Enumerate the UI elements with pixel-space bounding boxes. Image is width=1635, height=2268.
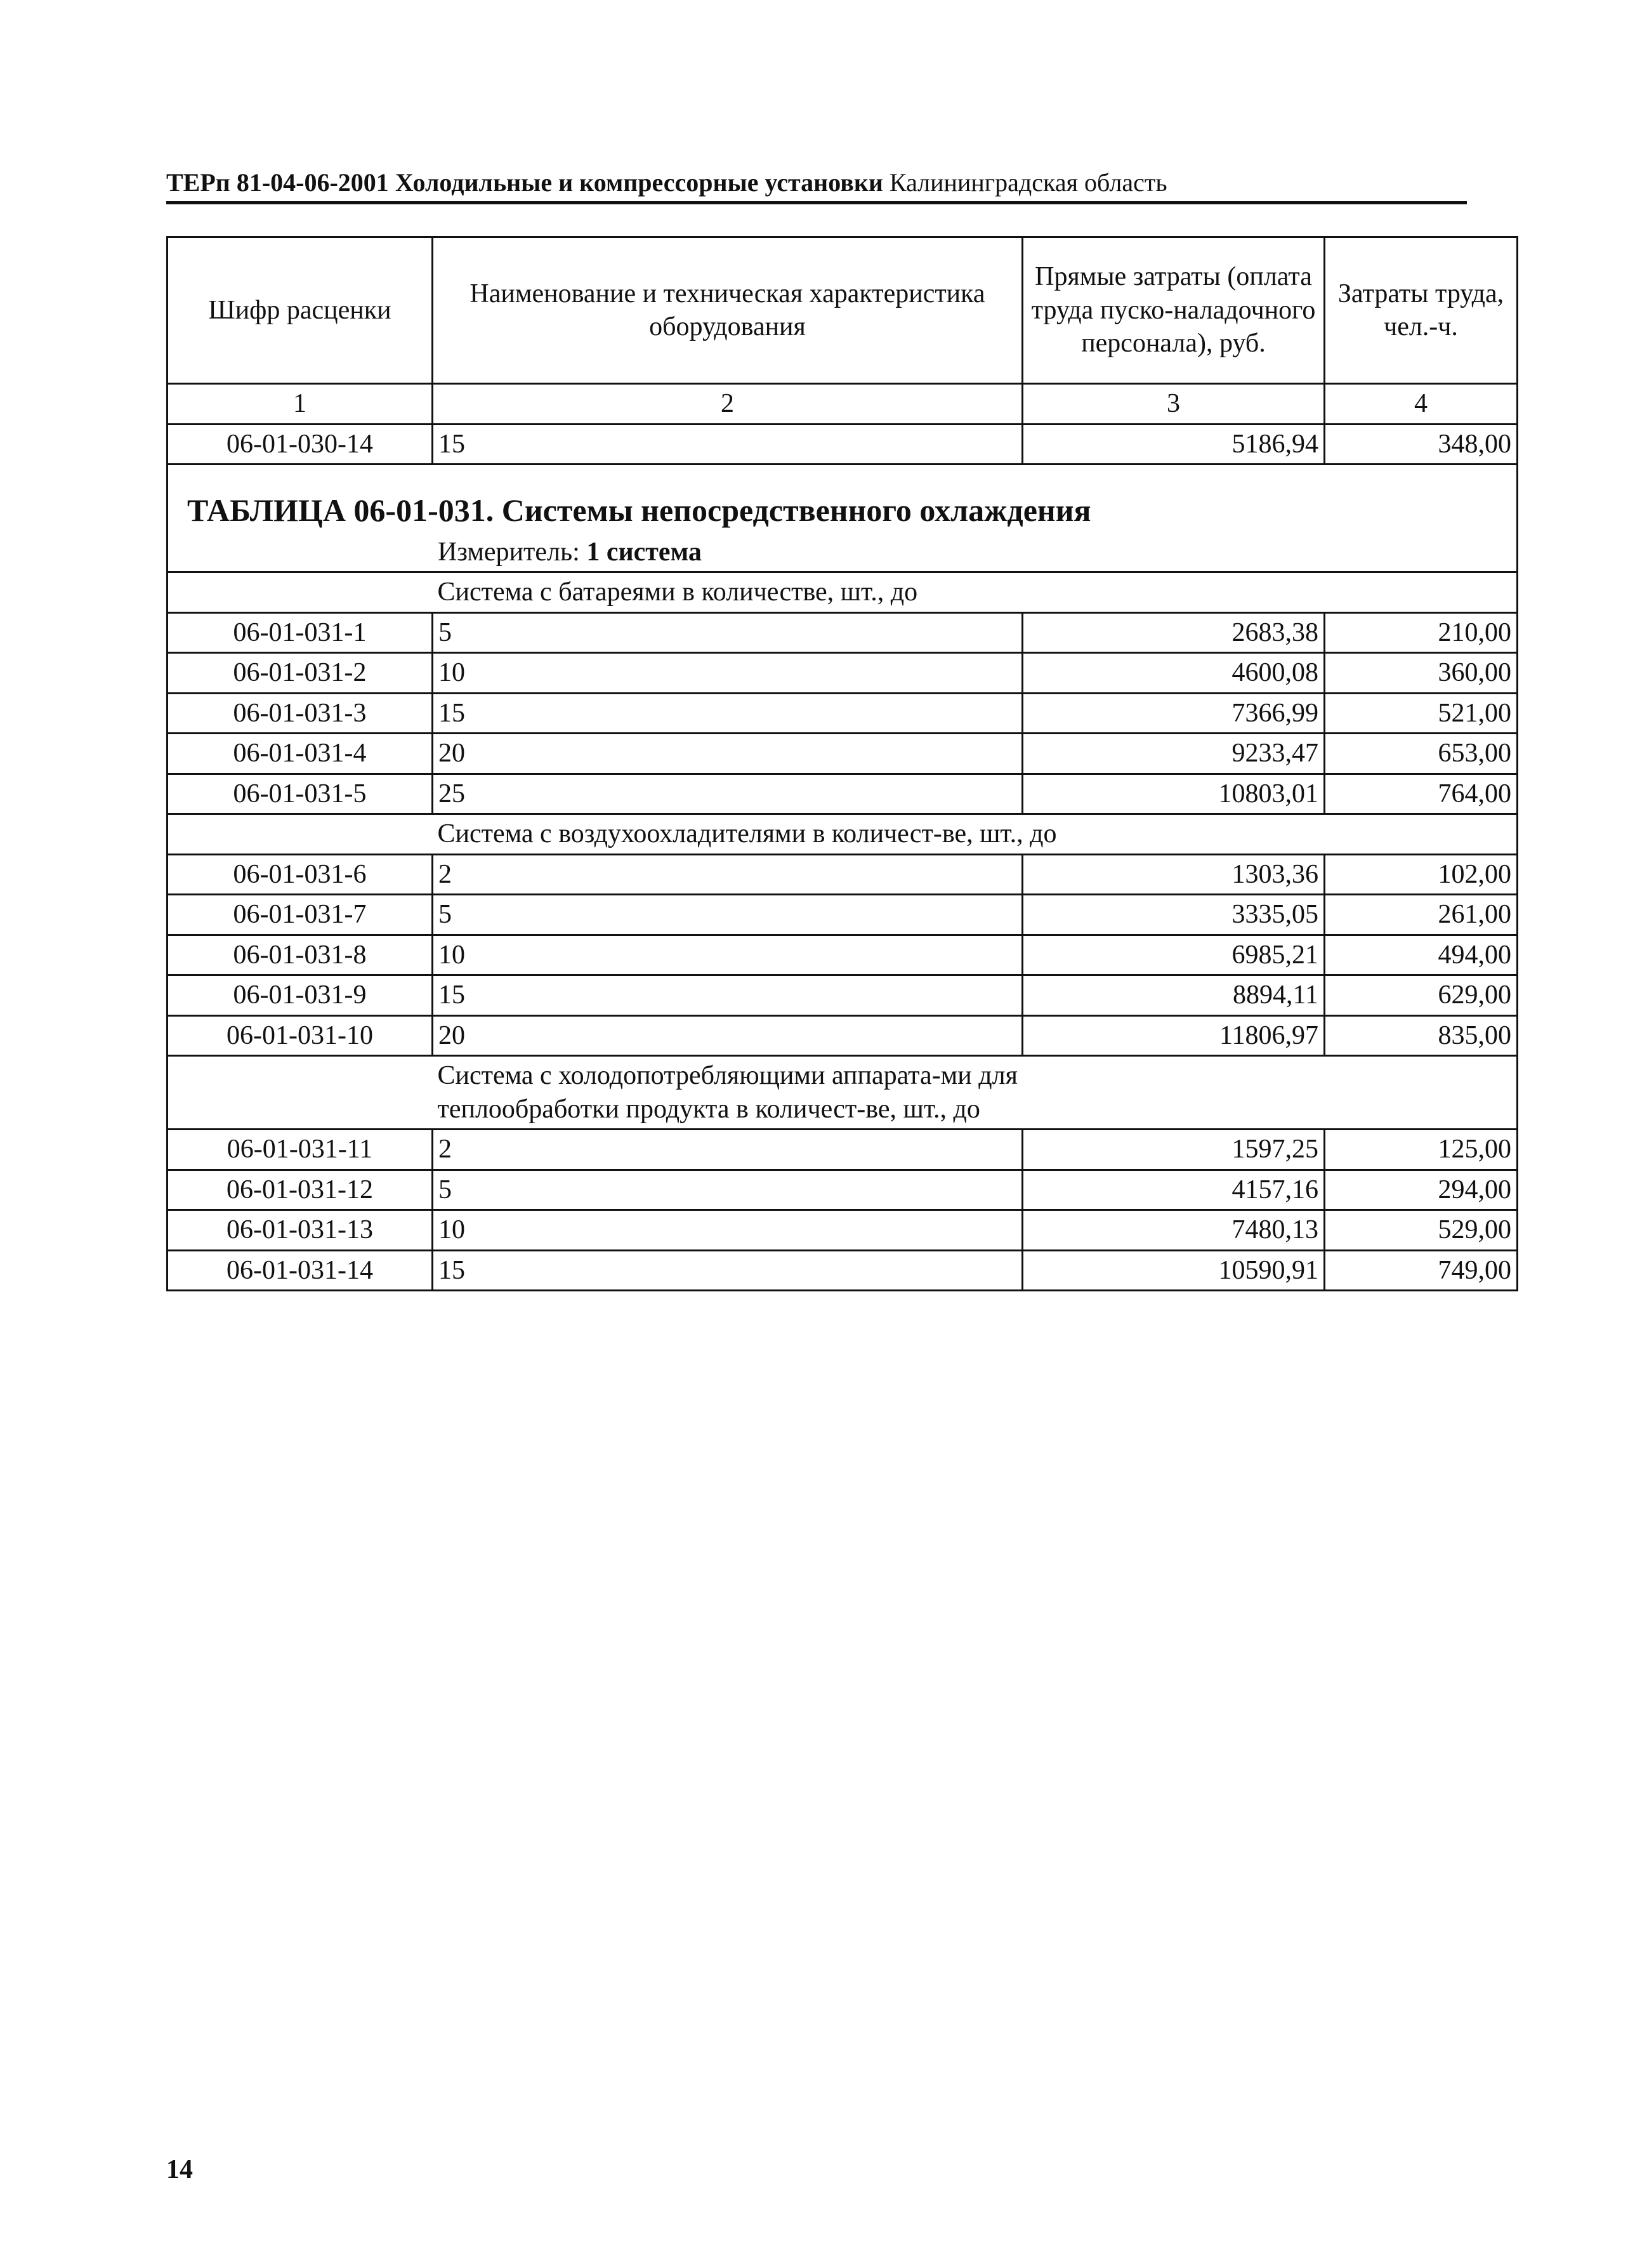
group-label-spacer <box>167 814 433 855</box>
rate-code: 06-01-031-8 <box>167 935 433 975</box>
rate-cost: 4157,16 <box>1023 1170 1325 1210</box>
index-cell: 3 <box>1023 384 1325 425</box>
rate-name: 20 <box>433 734 1023 774</box>
rate-labor: 360,00 <box>1325 653 1518 694</box>
measure-label: Измеритель: <box>438 537 580 567</box>
rate-code: 06-01-031-13 <box>167 1210 433 1251</box>
table-row <box>167 854 1518 895</box>
rate-labor: 494,00 <box>1325 935 1518 975</box>
rate-name: 5 <box>433 895 1023 935</box>
table-row <box>167 1130 1518 1170</box>
rate-labor: 529,00 <box>1325 1210 1518 1251</box>
index-cell: 1 <box>167 384 433 425</box>
rate-code: 06-01-031-14 <box>167 1250 433 1291</box>
rate-cost: 2683,38 <box>1023 612 1325 653</box>
rate-name: 20 <box>433 1015 1023 1056</box>
group-label: Система с холодопотребляющими аппарата-ми для теплообработки продукта в количест-ве, шт., до <box>433 1056 1518 1130</box>
rate-labor: 125,00 <box>1325 1130 1518 1170</box>
rate-cost: 9233,47 <box>1023 734 1325 774</box>
table-row <box>167 734 1518 774</box>
table-row <box>167 1015 1518 1056</box>
section-title-row <box>167 465 1518 533</box>
rate-code: 06-01-031-10 <box>167 1015 433 1056</box>
index-cell: 4 <box>1325 384 1518 425</box>
table-row <box>167 424 1518 465</box>
rate-code: 06-01-031-2 <box>167 653 433 694</box>
rate-labor: 348,00 <box>1325 424 1518 465</box>
table-row <box>167 1170 1518 1210</box>
section-title: ТАБЛИЦА 06-01-031. Системы непосредственного охлаждения <box>167 465 1518 533</box>
group-label: Система с воздухоохладителями в количест-ве, шт., до <box>433 814 1518 855</box>
header-col-cost: Прямые затраты (оплата труда пуско-наладочного персонала), руб. <box>1023 237 1325 384</box>
group-label-row <box>167 1056 1518 1130</box>
rate-labor: 749,00 <box>1325 1250 1518 1291</box>
rate-name: 15 <box>433 693 1023 734</box>
rates-table <box>166 236 1518 1291</box>
rate-code: 06-01-031-1 <box>167 612 433 653</box>
table-row <box>167 1250 1518 1291</box>
rate-code: 06-01-031-5 <box>167 774 433 814</box>
table-row <box>167 653 1518 694</box>
header-region: Калининградская область <box>889 168 1167 197</box>
rate-name: 10 <box>433 1210 1023 1251</box>
table-row <box>167 975 1518 1016</box>
rate-labor: 629,00 <box>1325 975 1518 1016</box>
rate-name: 10 <box>433 935 1023 975</box>
table-row <box>167 895 1518 935</box>
column-index-row <box>167 384 1518 425</box>
rate-cost: 3335,05 <box>1023 895 1325 935</box>
table-row <box>167 774 1518 814</box>
rate-code: 06-01-031-4 <box>167 734 433 774</box>
table-row <box>167 693 1518 734</box>
rate-name: 2 <box>433 854 1023 895</box>
rate-cost: 7366,99 <box>1023 693 1325 734</box>
rate-code: 06-01-030-14 <box>167 424 433 465</box>
table-row <box>167 1210 1518 1251</box>
group-label-spacer <box>167 572 433 613</box>
rate-cost: 4600,08 <box>1023 653 1325 694</box>
measure-value: 1 система <box>586 537 702 567</box>
rate-name: 15 <box>433 424 1023 465</box>
rate-cost: 8894,11 <box>1023 975 1325 1016</box>
rate-code: 06-01-031-11 <box>167 1130 433 1170</box>
rate-labor: 835,00 <box>1325 1015 1518 1056</box>
running-header <box>166 168 1467 204</box>
index-cell: 2 <box>433 384 1023 425</box>
rate-cost: 1303,36 <box>1023 854 1325 895</box>
header-code: ТЕРп 81-04-06-2001 <box>166 168 389 197</box>
section-measure-row <box>167 533 1518 572</box>
rate-code: 06-01-031-7 <box>167 895 433 935</box>
section-measure <box>167 533 1518 572</box>
table-header-row <box>167 237 1518 384</box>
rate-code: 06-01-031-12 <box>167 1170 433 1210</box>
rate-cost: 10590,91 <box>1023 1250 1325 1291</box>
rate-labor: 521,00 <box>1325 693 1518 734</box>
header-col-name: Наименование и техническая характеристика оборудования <box>433 237 1023 384</box>
rate-cost: 1597,25 <box>1023 1130 1325 1170</box>
table-row <box>167 935 1518 975</box>
rate-labor: 764,00 <box>1325 774 1518 814</box>
rate-name: 10 <box>433 653 1023 694</box>
group-label-row <box>167 814 1518 855</box>
rate-labor: 210,00 <box>1325 612 1518 653</box>
rate-labor: 261,00 <box>1325 895 1518 935</box>
rate-labor: 294,00 <box>1325 1170 1518 1210</box>
rate-name: 5 <box>433 1170 1023 1210</box>
group-label-spacer <box>167 1056 433 1130</box>
table-row <box>167 612 1518 653</box>
rate-code: 06-01-031-3 <box>167 693 433 734</box>
group-label: Система с батареями в количестве, шт., до <box>433 572 1518 613</box>
rate-labor: 653,00 <box>1325 734 1518 774</box>
rate-name: 5 <box>433 612 1023 653</box>
header-col-code: Шифр расценки <box>167 237 433 384</box>
rate-code: 06-01-031-6 <box>167 854 433 895</box>
rate-labor: 102,00 <box>1325 854 1518 895</box>
rate-name: 2 <box>433 1130 1023 1170</box>
header-title: Холодильные и компрессорные установки <box>395 168 883 197</box>
rate-cost: 7480,13 <box>1023 1210 1325 1251</box>
header-col-labor: Затраты труда, чел.-ч. <box>1325 237 1518 384</box>
rate-code: 06-01-031-9 <box>167 975 433 1016</box>
group-label-row <box>167 572 1518 613</box>
rate-name: 15 <box>433 975 1023 1016</box>
rate-name: 15 <box>433 1250 1023 1291</box>
rate-cost: 10803,01 <box>1023 774 1325 814</box>
page-number: 14 <box>166 2155 193 2184</box>
rate-cost: 5186,94 <box>1023 424 1325 465</box>
rate-name: 25 <box>433 774 1023 814</box>
rate-cost: 11806,97 <box>1023 1015 1325 1056</box>
rate-cost: 6985,21 <box>1023 935 1325 975</box>
